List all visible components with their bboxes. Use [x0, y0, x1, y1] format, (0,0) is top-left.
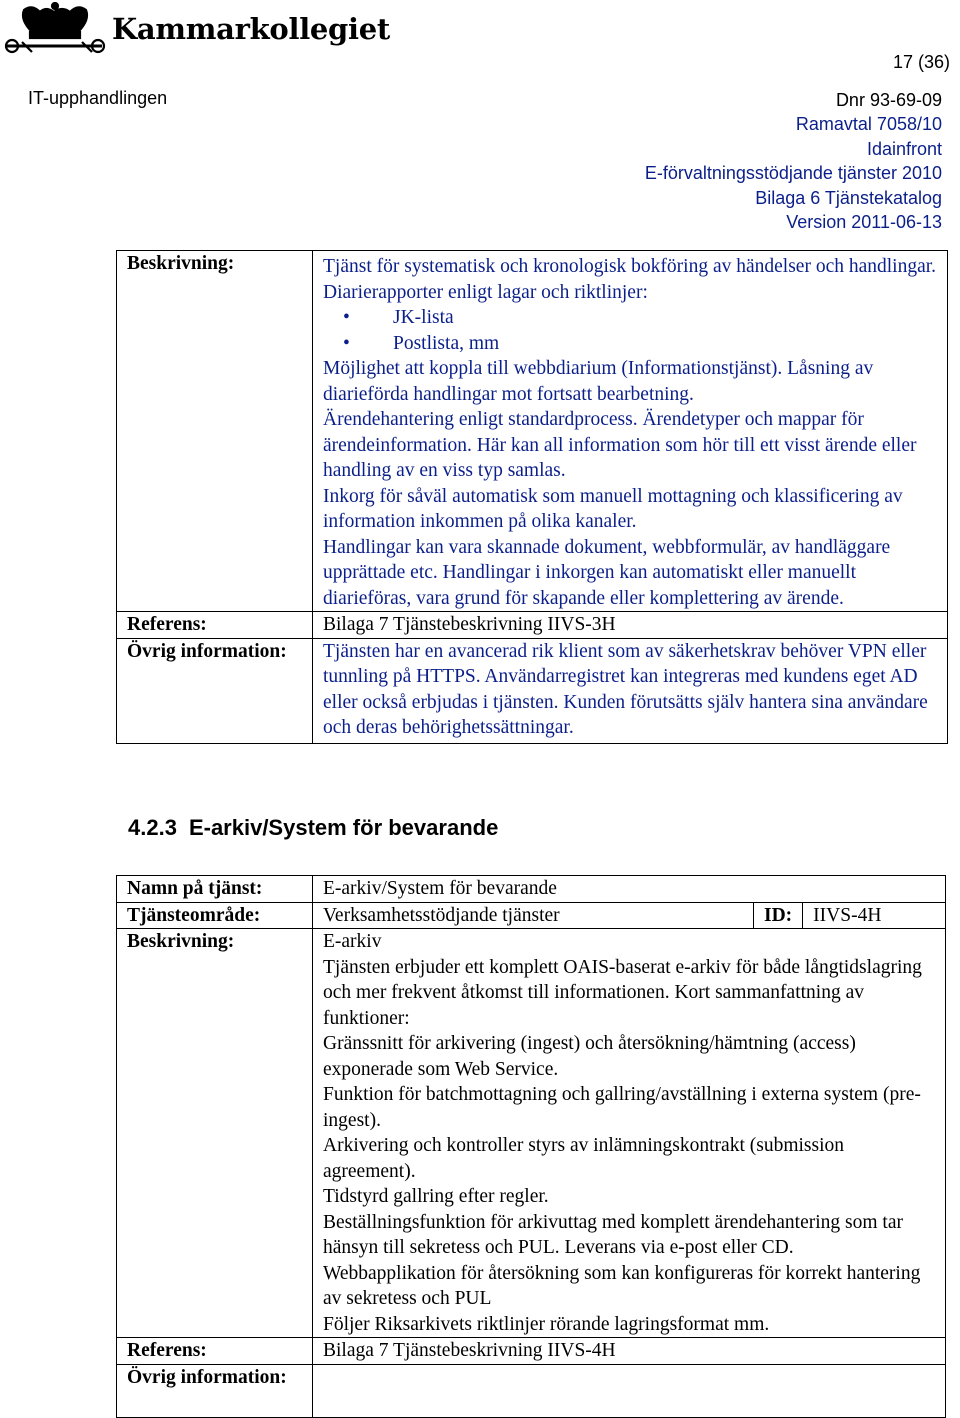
- description-paragraph: Möjlighet att koppla till webbdiarium (Informationstjänst). Låsning av diarieförda handlingar mot fortsatt bearbetning.: [323, 358, 874, 405]
- other-info-value: Tjänsten har en avancerad rik klient som av säkerhetskrav behöver VPN eller tunnling på HTTPS. Användarregistret kan integreras med kundens eget AD eller också erbjudas i tjänsten. Kunden förutsätts själv hantera sina användare och deras behörighetssättningar.: [313, 638, 948, 743]
- report-list: [323, 305, 937, 356]
- document-meta: [645, 88, 942, 234]
- description-line: Arkivering och kontroller styrs av inlämningskontrakt (submission agreement).: [323, 1135, 845, 1182]
- dnr-line: Dnr 93-69-09: [835, 90, 942, 110]
- description-line: Följer Riksarkivets riktlinjer rörande lagringsformat mm.: [323, 1313, 770, 1335]
- service-area-label: Tjänsteområde:: [117, 902, 313, 929]
- other-info-value: [313, 1364, 946, 1417]
- service-table-iivs-4h: [116, 875, 946, 1418]
- list-item: • JK-lista: [393, 305, 937, 331]
- page-number: 17 (36): [892, 52, 950, 72]
- crown-logo-icon: [2, 2, 112, 56]
- section-title: E-arkiv/System för bevarande: [188, 815, 499, 840]
- supplier-line: Idainfront: [866, 138, 942, 159]
- other-info-label: Övrig information:: [117, 1364, 313, 1417]
- service-area-value: Verksamhetsstödjande tjänster: [313, 902, 754, 929]
- reference-label: Referens:: [117, 1338, 313, 1365]
- section-heading: [128, 815, 498, 841]
- description-paragraph: Handlingar kan vara skannade dokument, webbformulär, av handläggare upprättade etc. Handlingar i inkorgen kan automatiskt eller manuellt diarieföras, vara grund för skapande eller komplettering av ärende.: [323, 536, 891, 609]
- reference-value: Bilaga 7 Tjänstebeskrivning IIVS-3H: [313, 612, 948, 639]
- attachment-line: Bilaga 6 Tjänstekatalog: [755, 187, 942, 208]
- id-label: ID:: [754, 902, 803, 929]
- description-line: E-arkiv: [323, 931, 382, 952]
- description-line: Gränssnitt för arkivering (ingest) och återsökning/hämtning (access) exponerade som Web Service.: [323, 1033, 856, 1080]
- description-line: Tidstyrd gallring efter regler.: [323, 1186, 549, 1207]
- service-name-label: Namn på tjänst:: [117, 876, 313, 903]
- ramavtal-line: Ramavtal 7058/10: [795, 114, 942, 135]
- list-item: • Postlista, mm: [393, 331, 937, 357]
- description-paragraph: Ärendehantering enligt standardprocess. Ärendetyper och mappar för ärendeinformation. Här kan all information som hör till ett visst ärende eller handling av en viss typ samlas.: [323, 409, 917, 481]
- description-line: Beställningsfunktion för arkivuttag med komplett ärendehantering som tar hänsyn till sekretess och PUL. Leverans via e-post eller CD.: [323, 1211, 903, 1258]
- service-table-iivs-3h: [116, 250, 948, 744]
- description-paragraph: Inkorg för såväl automatisk som manuell mottagning och klassificering av information inkommen på olika kanaler.: [323, 485, 903, 532]
- service-name-value: E-arkiv/System för bevarande: [313, 876, 946, 903]
- description-paragraph: Tjänst för systematisk och kronologisk bokföring av händelser och handlingar. Diarierapporter enligt lagar och riktlinjer:: [323, 256, 937, 303]
- logo-wordmark: Kammarkollegiet: [112, 12, 390, 46]
- section-number: 4.2.3: [128, 815, 177, 840]
- version-line: Version 2011-06-13: [786, 212, 942, 233]
- description-label: Beskrivning:: [117, 251, 313, 612]
- description-line: Funktion för batchmottagning och gallring/avställning i externa system (pre-ingest).: [323, 1084, 921, 1131]
- other-info-label: Övrig information:: [117, 638, 313, 743]
- description-line: Webbapplikation för återsökning som kan konfigureras för korrekt hantering av sekretess och PUL: [323, 1262, 921, 1309]
- reference-label: Referens:: [117, 612, 313, 639]
- id-value: IIVS-4H: [803, 902, 946, 929]
- reference-value: Bilaga 7 Tjänstebeskrivning IIVS-4H: [313, 1338, 946, 1365]
- document-title: IT-upphandlingen: [28, 88, 168, 108]
- description-value: [313, 929, 946, 1338]
- description-label: Beskrivning:: [117, 929, 313, 1338]
- description-value: [313, 251, 948, 612]
- description-line: Tjänsten erbjuder ett komplett OAIS-baserat e-arkiv för både långtidslagring och mer frekvent åtkomst till informationen. Kort sammanfattning av funktioner:: [323, 956, 922, 1029]
- area-line: E-förvaltningsstödjande tjänster 2010: [644, 163, 942, 184]
